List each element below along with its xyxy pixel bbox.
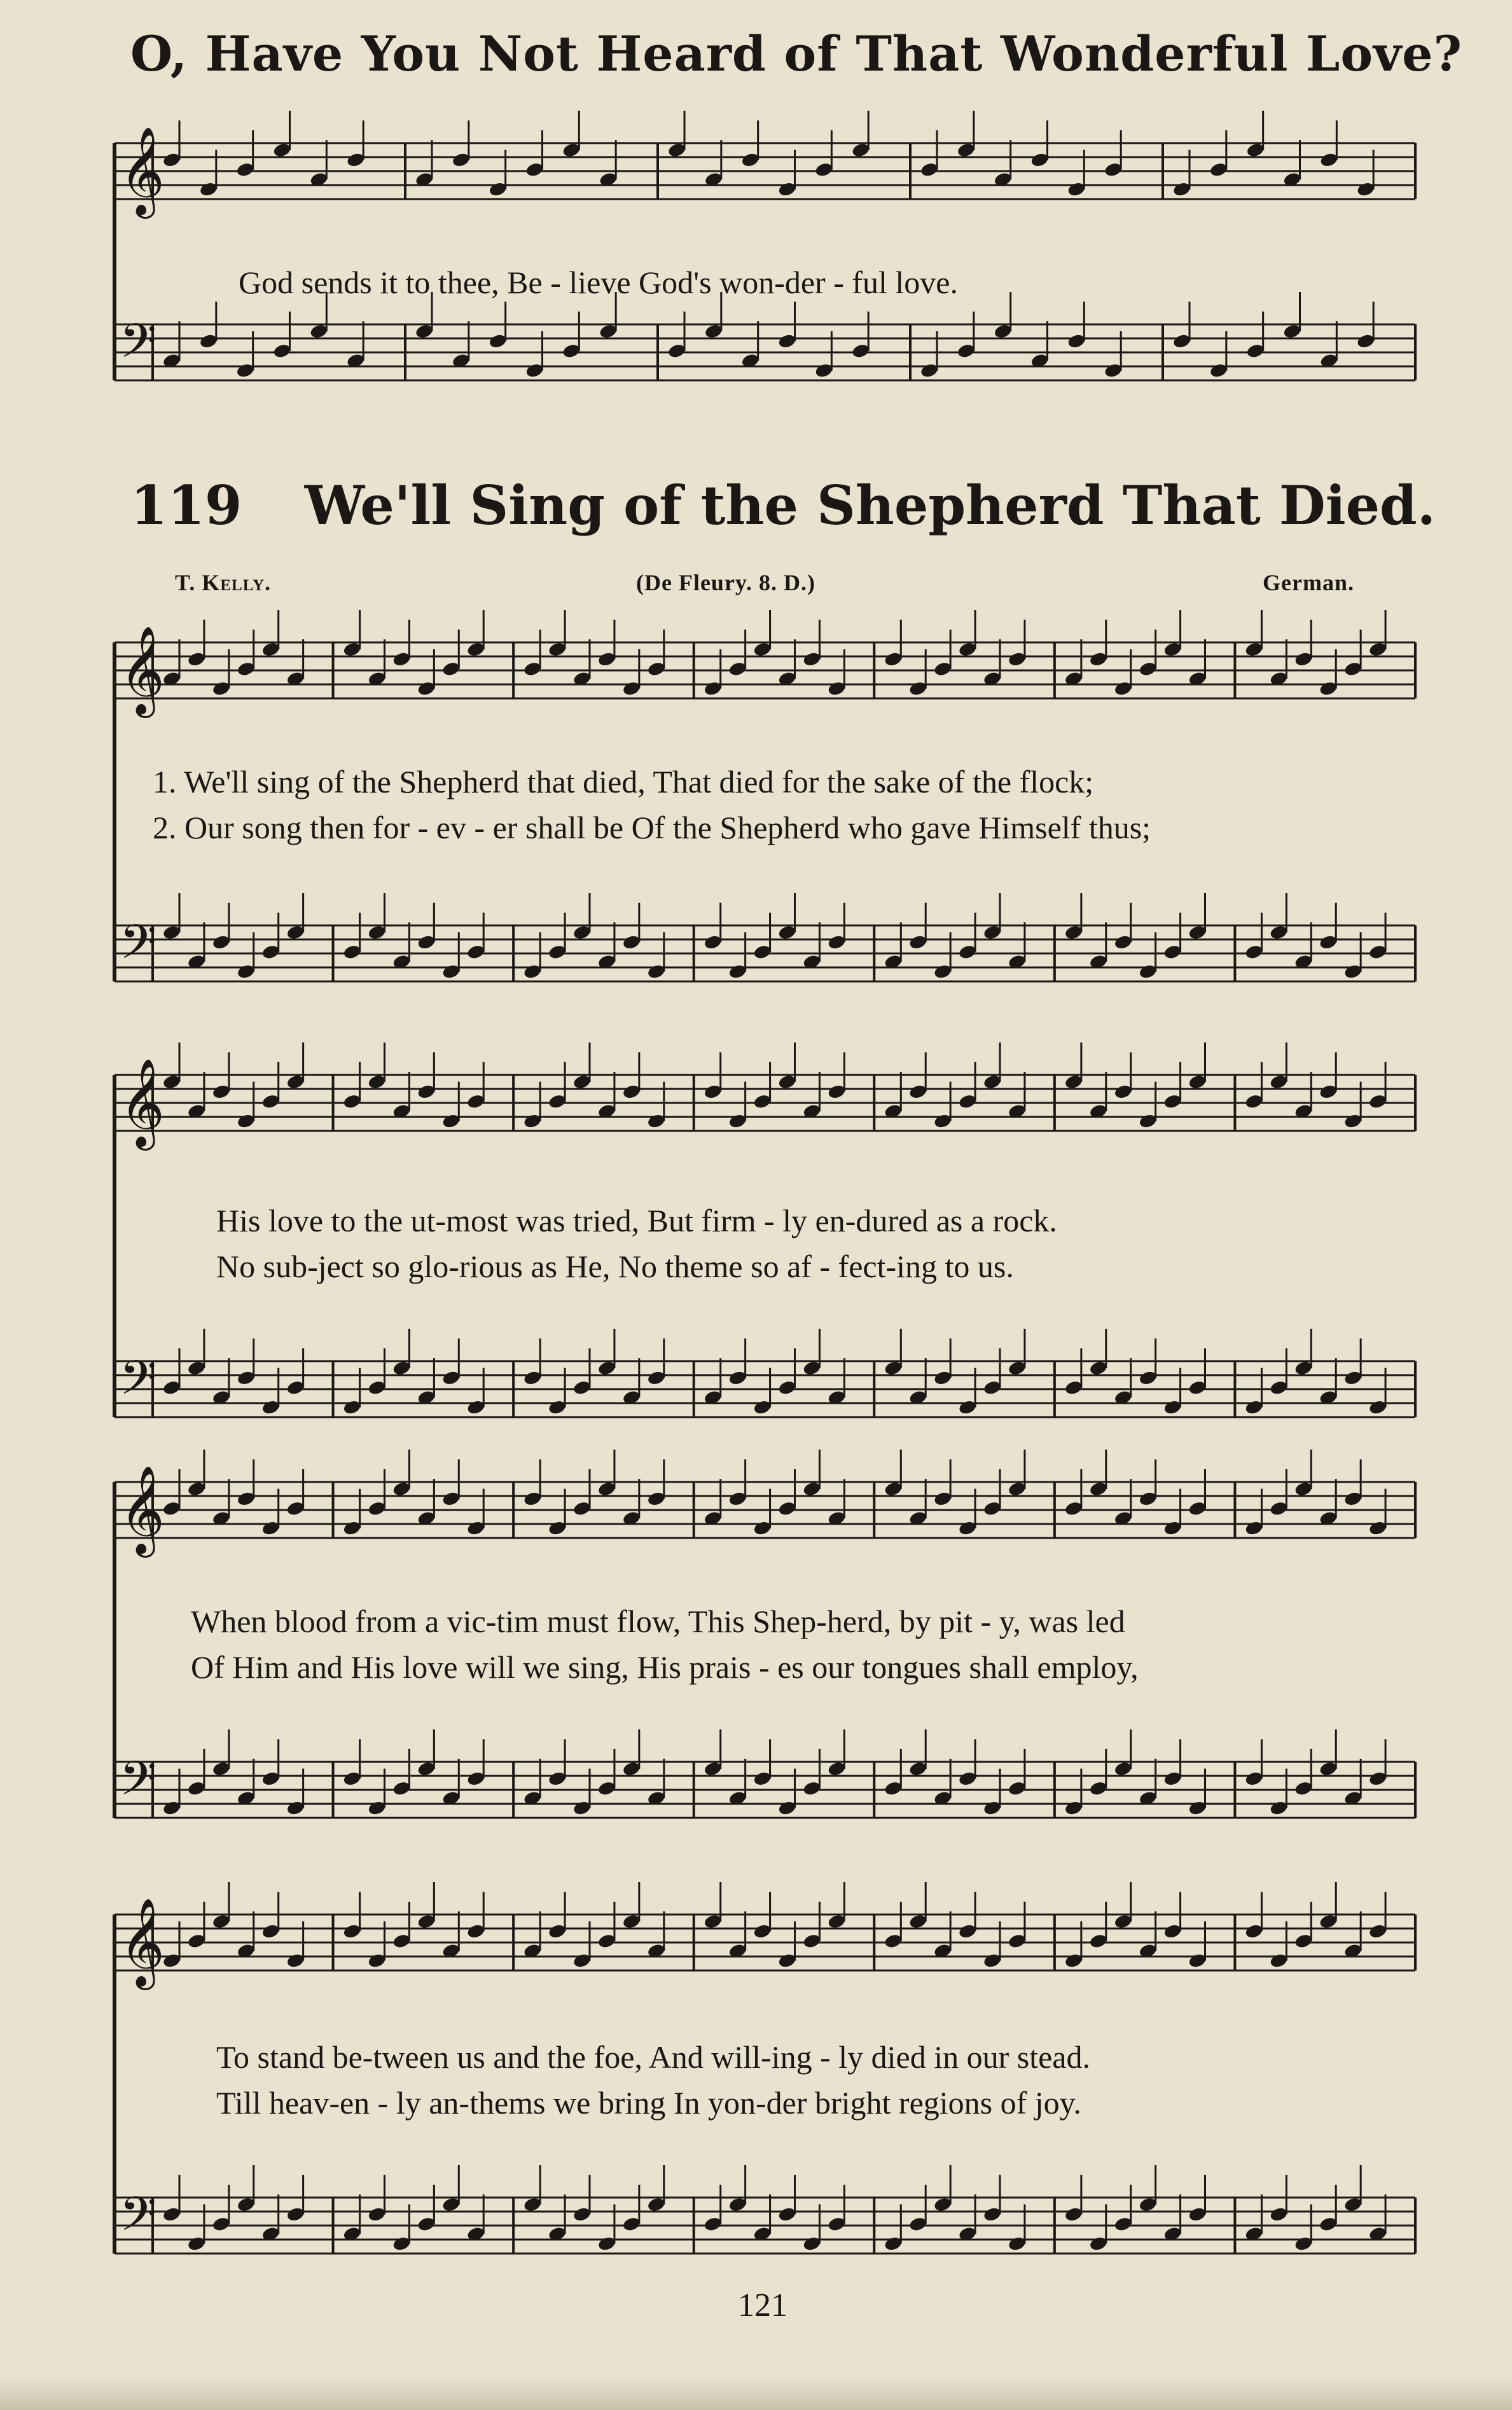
top-hymn-system-bass-clef: 𝄢 — [120, 314, 156, 380]
system-2-bass-clef: 𝄢 — [120, 1350, 156, 1417]
top-hymn-lyric: God sends it to thee, Be - lieve God's won-der - ful love. — [239, 265, 958, 300]
hymn-author: T. Kelly. — [175, 570, 272, 595]
top-hymn-system-treble-clef: 𝄞 — [120, 127, 165, 215]
hymn-title: We'll Sing of the Shepherd That Died. — [304, 474, 1436, 537]
page-number: 121 — [738, 2287, 787, 2323]
verse-2-line-3: Of Him and His love will we sing, His prais - es our tongues shall employ, — [191, 1649, 1139, 1685]
hymn-heading — [130, 474, 1436, 537]
verse-1-line-4: To stand be-tween us and the foe, And will-ing - ly died in our stead. — [216, 2039, 1090, 2075]
verse-1-line-2: His love to the ut-most was tried, But firm - ly en-dured as a rock. — [216, 1203, 1057, 1238]
verse-1-line-3: When blood from a vic-tim must flow, This Shep-herd, by pit - y, was led — [191, 1603, 1125, 1639]
system-1-bass-clef: 𝄢 — [120, 915, 156, 981]
top-hymn-title: O, Have You Not Heard of That Wonderful Love? — [130, 25, 1463, 82]
system-4-treble-clef: 𝄞 — [120, 1898, 165, 1986]
system-1-treble-clef: 𝄞 — [120, 626, 165, 714]
verse-2-line-4: Till heav-en - ly an-thems we bring In yon-der bright regions of joy. — [216, 2085, 1081, 2121]
hymn-composer: German. — [1263, 570, 1354, 595]
page-edge — [0, 2379, 1512, 2410]
hymn-tune: (De Fleury. 8. D.) — [636, 570, 815, 595]
system-2-treble-clef: 𝄞 — [120, 1058, 165, 1147]
system-3-treble-clef: 𝄞 — [120, 1465, 165, 1554]
system-3-bass-clef: 𝄢 — [120, 1751, 156, 1818]
verse-2-line-1: 2. Our song then for - ev - er shall be Of the Shepherd who gave Himself thus; — [153, 810, 1151, 845]
verse-2-line-2: No sub-ject so glo-rious as He, No theme so af - fect-ing to us. — [216, 1249, 1014, 1284]
hymn-number: 119 — [130, 474, 242, 537]
verse-1-line-1: 1. We'll sing of the Shepherd that died, That died for the sake of the flock; — [153, 764, 1094, 800]
system-4-bass-clef: 𝄢 — [120, 2187, 156, 2254]
